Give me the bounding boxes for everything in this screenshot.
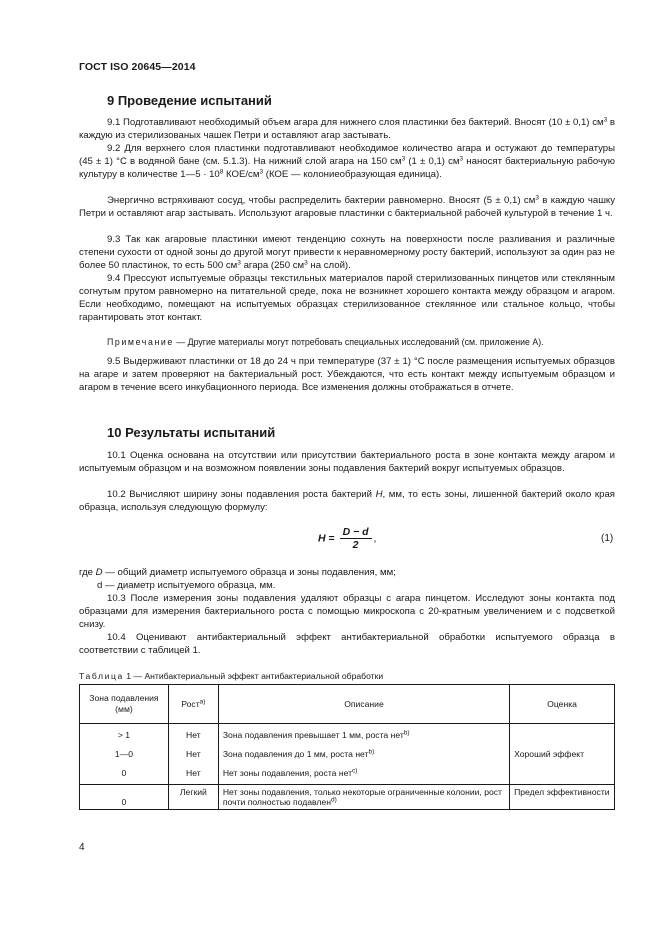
formula-number: (1) <box>601 533 614 544</box>
table-caption: Таблица 1 — Антибактериальный эффект антибактериальной обработки <box>79 671 384 681</box>
paragraph-9-2: 9.2 Для верхнего слоя пластинки подготавливают необходимое количество агара и остужают до температуры (45 ± 1) °С в водяной бане (см. 5.1.3). На нижний слой агара на 150 $см^3$ (1 ± 0,1) $см^3$ наносят бактериальную рабочую культуру в количестве 1—5 · $10^8$ КОЕ/$см^3$ (КОЕ — колониеобразующая единица). <box>79 143 615 180</box>
section-10-heading: 10 Результаты испытаний <box>107 425 276 440</box>
note: Примечание — Другие материалы могут потребовать специальных исследований (см. приложение А). <box>107 337 544 347</box>
results-table <box>79 684 615 810</box>
note-label: Примечание <box>107 337 174 347</box>
header-description: Описание <box>218 685 509 724</box>
rating-good: Хороший эффект <box>510 724 615 785</box>
formula-1: H = $\frac{D - d}{2}$ , <box>318 526 377 551</box>
formula-numerator: D − d <box>340 526 372 539</box>
header-growth: Рост$^{а)}$ <box>168 685 218 724</box>
paragraph-10-4: 10.4 Оценивают антибактериальный эффект антибактериальной обработки испытуемого образца в соответствии с таблицей 1. <box>79 632 615 656</box>
paragraph-9-2-cont: Энергично встряхивают сосуд, чтобы распределить бактерии равномерно. Вносят (5 ± 0,1) $см^3$ в каждую чашку Петри и оставляют агар застывать. Используют агаровые пластинки с бактериальной рабочей культурой в течение 1 ч. <box>79 194 615 219</box>
table-row: > 1 Нет Зона подавления превышает 1 мм, роста нет$^{b)}$ Хороший эффект <box>80 724 615 743</box>
table-row: 1—0 Нет Зона подавления до 1 мм, роста нет$^{b)}$ <box>80 742 615 761</box>
section-9-heading: 9 Проведение испытаний <box>107 93 272 108</box>
paragraph-10-2: 10.2 Вычисляют ширину зоны подавления роста бактерий H, мм, то есть зоны, лишенной бактерий около края образца, используя следующую формулу: <box>79 489 616 513</box>
paragraph-9-5: 9.5 Выдерживают пластинки от 18 до 24 ч при температуре (37 ± 1) °С после размещения испытуемых образцов на агаре и затем проверяют на бактериальный рост. Убеждаются, что есть контакт между испытуемым образцом и агаром в течение всего инкубационного периода. Все изменения должны отображаться в отчете. <box>79 356 615 393</box>
formula-denominator: 2 <box>352 539 359 551</box>
header-zone: Зона подавления (мм) <box>80 685 169 724</box>
page-number: 4 <box>79 842 85 853</box>
formula-legend-D: где D — общий диаметр испытуемого образца и зоны подавления, мм; <box>79 567 396 578</box>
rating-limit: Предел эффективности <box>510 785 615 810</box>
table-row: 0 Легкий Нет зоны подавления, только некоторые ограниченные колонии, рост почти полностью подавлен$^{d)}$ Предел эффективности <box>80 785 615 810</box>
header-rating: Оценка <box>510 685 615 724</box>
paragraph-10-3: 10.3 После измерения зоны подавления удаляют образцы с агара пинцетом. Исследуют зоны контакта под образцами для измерения бактериального роста с помощью микроскопа с 20-кратным увеличением и с подсветкой снизу. <box>79 593 615 630</box>
paragraph-10-1: 10.1 Оценка основана на отсутствии или присутствии бактериального роста в зоне контакта между агаром и испытуемым образцом и на возможном появлении зоны подавления бактерий вокруг испытуемых образцов. <box>79 450 615 474</box>
table-row: 0 Нет Нет зоны подавления, роста нет$^{c)}$ <box>80 761 615 785</box>
formula-legend-d: d — диаметр испытуемого образца, мм. <box>97 580 276 591</box>
paragraph-9-1: 9.1 Подготавливают необходимый объем агара для нижнего слоя пластинки без бактерий. Вносят (10 ± 0,1) $см^3$ в каждую из стерилизованых чашек Петри и оставляют агар застывать. <box>79 116 616 141</box>
standard-designation: ГОСТ ISO 20645—2014 <box>79 61 196 73</box>
paragraph-9-4: 9.4 Прессуют испытуемые образцы текстильных материалов парой стерилизованных пинцетов или стеклянным согнутым прутом равномерно на питательной среде, пока не возникнет хорошего контакта между образцом и агаром. Если необходимо, помещают на испытуемых образцах стерилизованное стеклянное или стальное кольцо, чтобы гарантировать этот контакт. <box>79 273 615 323</box>
paragraph-9-3: 9.3 Так как агаровые пластинки имеют тенденцию сохнуть на поверхности после разливания и различные степени сухости от одной зоны до другой могут привести к неравномерному росту бактерий, используют за один раз не более 50 пластинок, то есть 500 $см^3$ агара (250 $см^3$ на слой). <box>79 234 615 271</box>
table-header-row <box>80 685 615 724</box>
